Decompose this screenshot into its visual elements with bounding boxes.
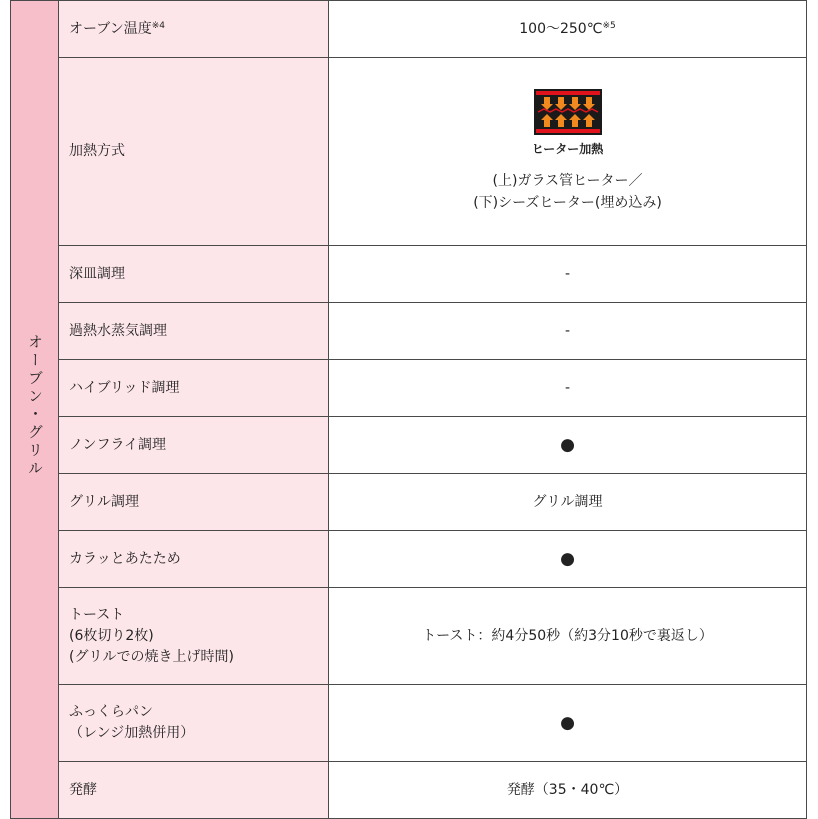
table-row	[11, 531, 807, 588]
row-label-superheated-steam: 過熱水蒸気調理	[59, 303, 329, 360]
table-row	[11, 303, 807, 360]
row-label-hybrid: ハイブリッド調理	[59, 360, 329, 417]
heater-heating-icon	[532, 89, 604, 156]
table-row	[11, 762, 807, 819]
heating-method-line2: (下)シーズヒーター(埋め込み)	[473, 195, 662, 211]
row-value-oven-temp: 100〜250℃$^{※5}$	[329, 1, 807, 58]
row-value-heating-method	[329, 58, 807, 246]
row-value-grill: グリル調理	[329, 474, 807, 531]
row-label-grill: グリル調理	[59, 474, 329, 531]
heater-icon-label: ヒーター加熱	[531, 142, 604, 156]
row-label-crispy-reheat: カラッとあたため	[59, 531, 329, 588]
row-label-fermentation: 発酵	[59, 762, 329, 819]
row-value-crispy-reheat: ●	[329, 531, 807, 588]
category-label: オーブン・グリル	[26, 334, 44, 478]
row-value-deep-dish: -	[329, 246, 807, 303]
row-label-oven-temp: オーブン温度$^{※4}$	[59, 1, 329, 58]
row-value-fermentation: 発酵（35・40℃）	[329, 762, 807, 819]
row-value-toast: トースト：約4分50秒（約3分10秒で裏返し）	[329, 588, 807, 685]
footnote-mark: ※4	[151, 20, 166, 31]
table-row	[11, 1, 807, 58]
heater-diagram-icon	[534, 89, 602, 135]
footnote-mark: ※5	[602, 20, 616, 31]
row-label-nonfry: ノンフライ調理	[59, 417, 329, 474]
spec-table	[10, 0, 807, 819]
category-cell	[11, 1, 59, 819]
table-row	[11, 474, 807, 531]
heating-method-line1: (上)ガラス管ヒーター／	[492, 173, 643, 189]
table-row	[11, 588, 807, 685]
row-label-heating-method: 加熱方式	[59, 58, 329, 246]
table-row	[11, 246, 807, 303]
table-row	[11, 58, 807, 246]
row-label-toast: トースト (6枚切り2枚) (グリルでの焼き上げ時間)	[59, 588, 329, 685]
table-row	[11, 360, 807, 417]
row-label-fluffy-bread: ふっくらパン （レンジ加熱併用）	[59, 685, 329, 762]
table-row	[11, 685, 807, 762]
row-value-hybrid: -	[329, 360, 807, 417]
table-row	[11, 417, 807, 474]
row-value-nonfry: ●	[329, 417, 807, 474]
row-label-deep-dish: 深皿調理	[59, 246, 329, 303]
row-value-superheated-steam: -	[329, 303, 807, 360]
row-value-fluffy-bread: ●	[329, 685, 807, 762]
